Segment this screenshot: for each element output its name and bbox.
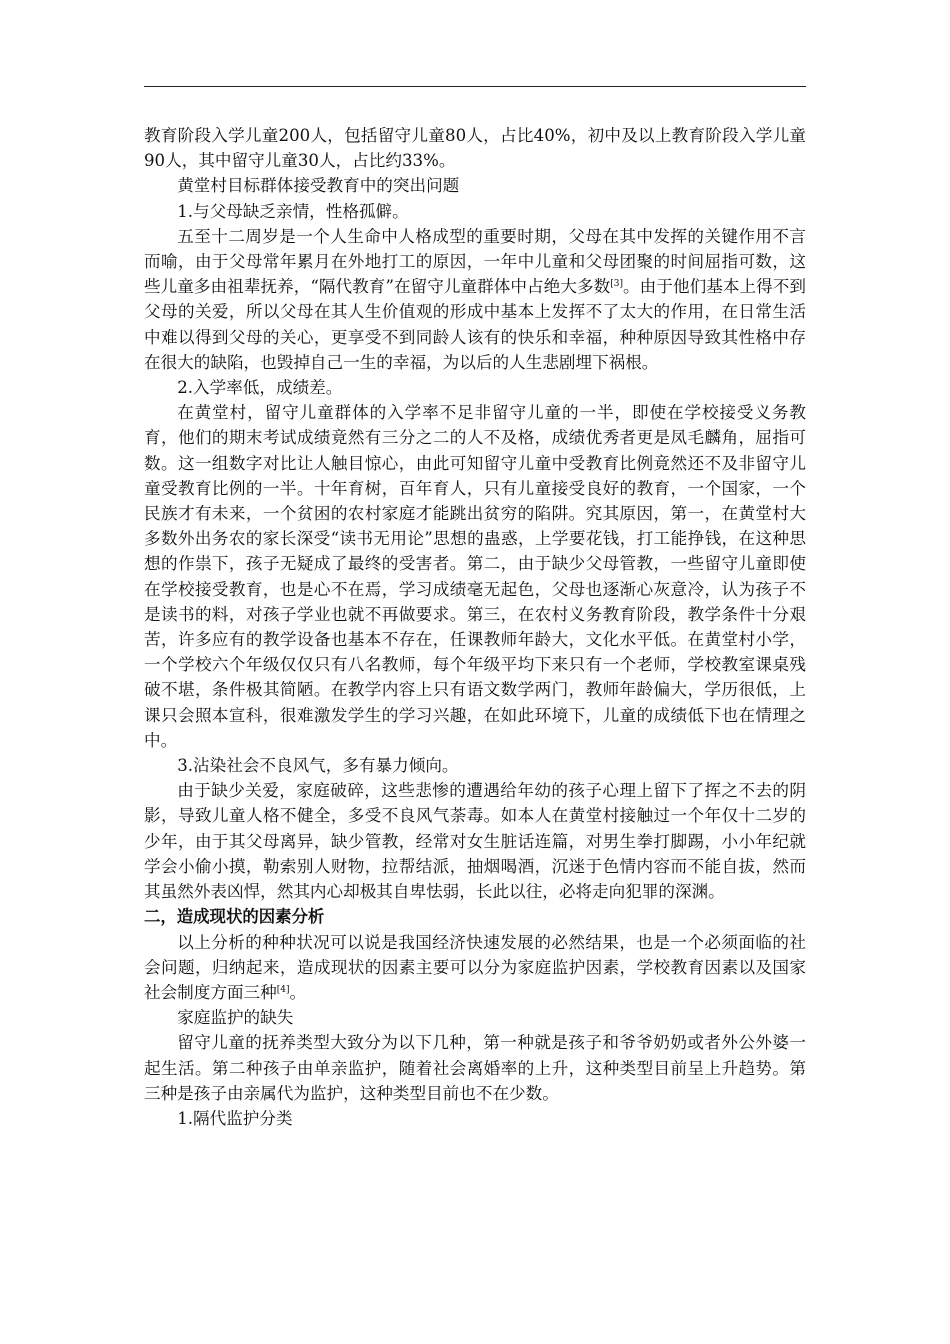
paragraph-text: 。由于他们基本上得不到父母的关爱，所以父母在其人生价值观的形成中基本上发挥不了太大的作用，在日常生活中难以得到父母的关心，更享受不到同龄人该有的快乐和幸福，种种原因导致其性格中存在很大的缺陷，也毁掉自己一生的幸福，为以后的人生悲剧埋下祸根。 [144, 277, 807, 372]
subheading-bad-influence: 3.沾染社会不良风气，多有暴力倾向。 [177, 756, 459, 776]
paragraph-personality [144, 224, 806, 375]
paragraph-factors-intro [144, 930, 806, 1006]
section-heading-factors: 二，造成现状的因素分析 [144, 907, 325, 927]
subheading-low-enrollment: 2.入学率低，成绩差。 [177, 378, 343, 398]
subheading-family-guardianship: 家庭监护的缺失 [177, 1008, 294, 1028]
paragraph-violence: 由于缺少关爱，家庭破碎，这些悲惨的遭遇给年幼的孩子心理上留下了挥之不去的阴影，导致儿童人格不健全，多受不良风气荼毒。如本人在黄堂村接触过一个年仅十二岁的少年，由于其父母离异，缺少管教，经常对女生脏话连篇，对男生拳打脚踢，小小年纪就学会小偷小摸，勒索别人财物，拉帮结派，抽烟喝酒，沉迷于色情内容而不能自拔，然而其虽然外表凶悍，然其内心却极其自卑怯弱，长此以往，必将走向犯罪的深渊。 [144, 781, 806, 902]
paragraph-text: 。 [289, 982, 307, 1002]
paragraph-text: 以上分析的种种状况可以说是我国经济快速发展的必然结果，也是一个必须面临的社会问题，归纳起来，造成现状的因素主要可以分为家庭监护因素，学校教育因素以及国家社会制度方面三种 [144, 932, 806, 1002]
citation-marker: [3] [610, 279, 623, 290]
header-rule [144, 86, 806, 87]
subheading-lack-of-affection: 1.与父母缺乏亲情，性格孤僻。 [177, 201, 409, 221]
paragraph-enrollment-causes: 在黄堂村，留守儿童群体的入学率不足非留守儿童的一半，即使在学校接受义务教育，他们的期末考试成绩竟然有三分之二的人不及格，成绩优秀者更是凤毛麟角，屈指可数。这一组数字对比让人触目惊心，由此可知留守儿童中受教育比例竟然还不及非留守儿童受教育比例的一半。十年育树，百年育人，只有儿童接受良好的教育，一个国家，一个民族才有未来，一个贫困的农村家庭才能跳出贫穷的陷阱。究其原因，第一，在黄堂村大多数外出务农的家长深受“读书无用论”思想的蛊惑，上学要花钱，打工能挣钱，在这种思想的作祟下，孩子无疑成了最终的受害者。第二，由于缺少父母管教，一些留守儿童即使在学校接受教育，也是心不在焉，学习成绩毫无起色，父母也逐渐心灰意冷，认为孩子不是读书的料，对孩子学业也就不再做要求。第三，在农村义务教育阶段，教学条件十分艰苦，许多应有的教学设备也基本不存在，任课教师年龄大，文化水平低。在黄堂村小学，一个学校六个年级仅仅只有八名教师，每个年级平均下来只有一个老师，学校教室课桌残破不堪，条件极其简陋。在教学内容上只有语文数学两门，教师年龄偏大，学历很低，上课只会照本宣科，很难激发学生的学习兴趣，在如此环境下，儿童的成绩低下也在情理之中。 [144, 403, 806, 750]
document-body [144, 123, 806, 1131]
subheading-intergenerational: 1.隔代监护分类 [177, 1108, 293, 1128]
citation-marker: [4] [276, 984, 290, 995]
paragraph-text: 五至十二周岁是一个人生命中人格成型的重要时期，父母在其中发挥的关键作用不言而喻，由于父母常年累月在外地打工的原因，一年中儿童和父母团聚的时间屈指可数，这些儿童多由祖辈抚养，“隔代教育”在留守儿童群体中占绝大多数 [144, 226, 806, 297]
section-title-problems: 黄堂村目标群体接受教育中的突出问题 [177, 176, 460, 196]
paragraph-enrollment-stats: 教育阶段入学儿童200人，包括留守儿童80人，占比40%，初中及以上教育阶段入学儿童90人，其中留守儿童30人，占比约33%。 [144, 126, 806, 171]
paragraph-guardianship-types: 留守儿童的抚养类型大致分为以下几种，第一种就是孩子和爷爷奶奶或者外公外婆一起生活。第二种孩子由单亲监护，随着社会离婚率的上升，这种类型目前呈上升趋势。第三种是孩子由亲属代为监护，这种类型目前也不在少数。 [144, 1033, 806, 1103]
